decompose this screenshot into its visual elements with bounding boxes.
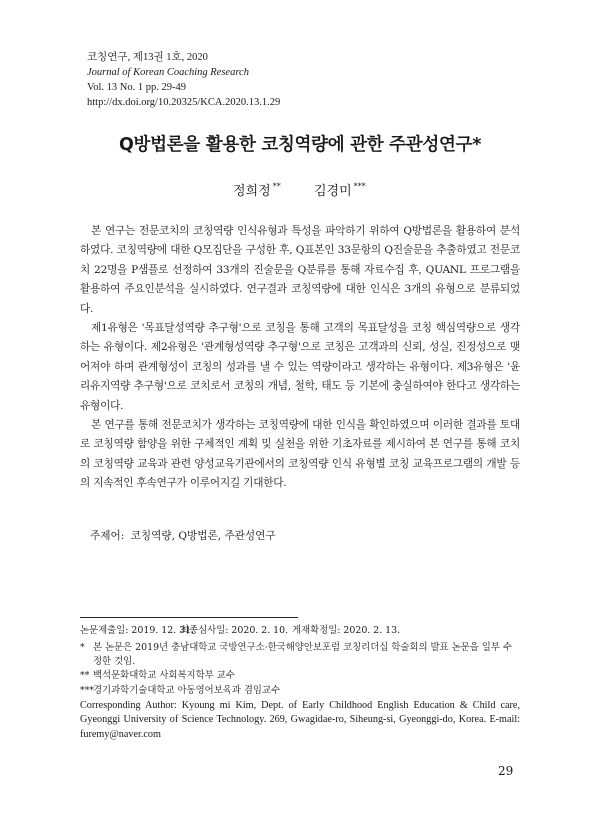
keywords-label: 주제어:: [90, 530, 125, 542]
submitted-date: 논문제출일: 2019. 12. 31.: [80, 625, 195, 636]
journal-korean-name: 코칭연구, 제13권 1호, 2020: [87, 52, 208, 63]
author-2-name: 김경미: [314, 184, 352, 199]
revised-date: 최종심사일: 2020. 2. 10.: [180, 625, 289, 636]
author-2-mark: ***: [353, 182, 366, 191]
journal-english-name: Journal of Korean Coaching Research: [87, 67, 249, 78]
submission-dates: [80, 624, 520, 641]
corresponding-author: Corresponding Author: Kyoung mi Kim, Dept. of Early Childhood English Education & Child care, Gyeonggi University of Science Technology. 269, Gwagidae-ro, Siheung-si, Gyeonggi-do, Korea. E-mail: furemy@naver.com: [80, 699, 520, 740]
footnote-2: [80, 669, 520, 683]
journal-header: [87, 50, 517, 110]
author-2: [314, 180, 366, 199]
footnote-3: [80, 684, 520, 698]
keywords-text: 코칭역량, Q방법론, 주관성연구: [130, 530, 276, 542]
abstract-paragraph-3: 본 연구를 통해 전문코치가 생각하는 코칭역량에 대한 인식을 확인하였으며 이러한 결과를 토대로 코칭역량 함양을 위한 구체적인 계획 및 실천을 위한 기초자료를 제시하여 본 연구를 통해 코치의 코칭역량 교육과 관련 양성교육기관에서의 코칭역량 인식 유형별 코칭 교육프로그램의 개발 등의 지속적인 후속연구가 이루어지길 기대한다.: [80, 419, 520, 490]
footnote-divider: [80, 617, 298, 618]
paper-title: Q방법론을 활용한 코칭역량에 관한 주관성연구*: [118, 135, 482, 155]
abstract: [80, 222, 520, 494]
accepted-date: 게재확정일: 2020. 2. 13.: [292, 625, 401, 636]
doi-link[interactable]: http://dx.doi.org/10.20325/KCA.2020.13.1.29: [87, 97, 281, 108]
footnote-1: [80, 641, 520, 669]
author-1-mark: **: [272, 182, 281, 191]
volume-pages: Vol. 13 No. 1 pp. 29-49: [87, 82, 186, 93]
author-1-name: 정희정: [233, 184, 271, 199]
footnote-2-mark: **: [80, 670, 90, 682]
author-list: [0, 180, 600, 200]
abstract-paragraph-2: 제1유형은 '목표달성역량 추구형'으로 코칭을 통해 고객의 목표달성을 코칭 핵심역량으로 생각하는 유형이다. 제2유형은 '관계형성역량 추구형'으로 코칭은 고객과의 신뢰, 성실, 진정성으로 맺어져야 하며 관계형성이 코칭의 성과를 낼 수 있는 역량이라고 생각하는 유형이다. 제3유형은 '윤리유지역량 추구형'으로 코치로서 코칭의 개념, 철학, 태도 등 기본에 충실하여야 한다고 생각하는 유형이다.: [80, 322, 520, 412]
footnote-1-text: 본 논문은 2019년 충남대학교 국방연구소·한국해양안보포럼 코칭리더십 학술회의 발표 논문을 일부 수정한 것임.: [93, 642, 512, 668]
keywords: [90, 528, 276, 543]
footnotes: [80, 624, 520, 742]
footnote-2-text: 백석문화대학교 사회복지학부 교수: [93, 670, 235, 682]
author-1: [233, 180, 281, 199]
footnote-3-mark: ***: [80, 684, 95, 696]
page-number: 29: [498, 764, 514, 778]
footnote-3-text: 경기과학기술대학교 아동영어보육과 겸임교수: [93, 684, 281, 696]
abstract-paragraph-1: 본 연구는 전문코치의 코칭역량 인식유형과 특성을 파악하기 위하여 Q방법론을 활용하여 분석하였다. 코칭역량에 대한 Q모집단을 구성한 후, Q표본인 33문항의 Q진술문을 추출하였고 전문코치 22명을 P샘플로 선정하여 33개의 진술문을 Q분류를 통해 자료수집 후, QUANL 프로그램을 활용하여 주요인분석을 실시하였다. 연구결과 코칭역량에 대한 인식은 3개의 유형으로 분류되었다.: [80, 225, 520, 315]
footnote-1-mark: *: [80, 642, 85, 653]
